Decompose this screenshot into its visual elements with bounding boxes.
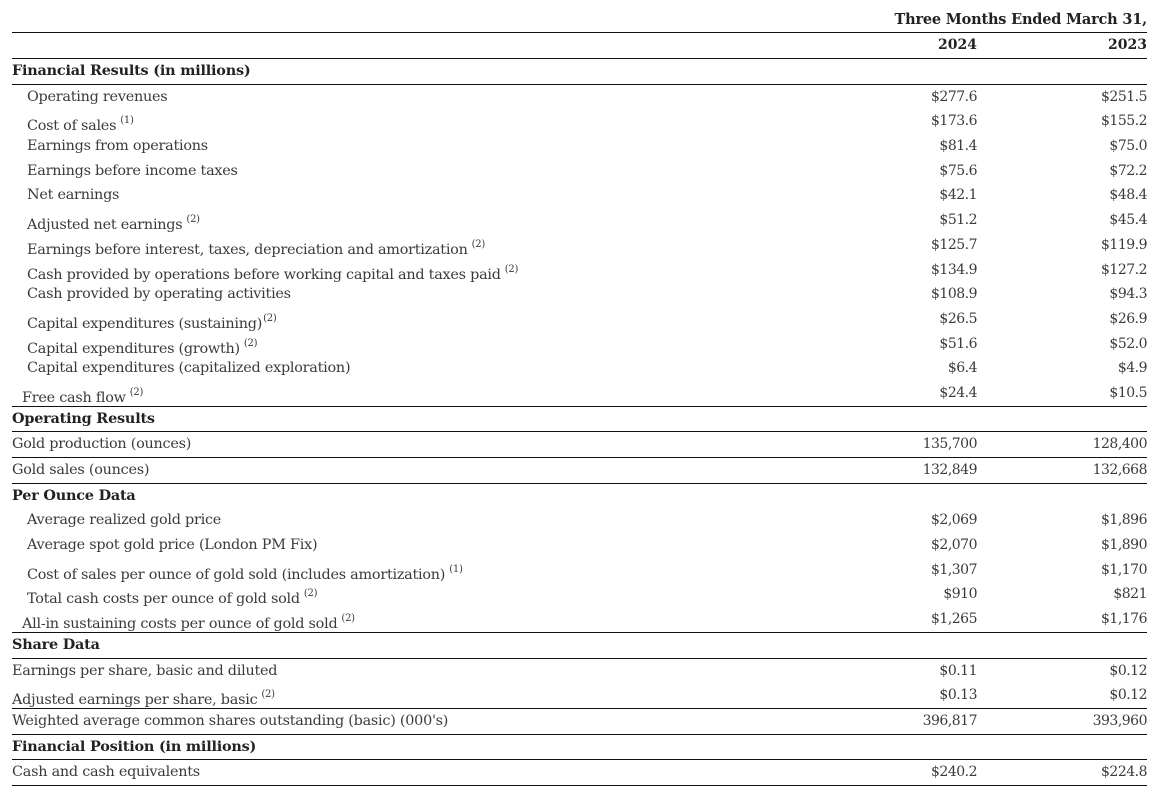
footnote-marker: (2) xyxy=(186,214,200,226)
value-2023: $72.2 xyxy=(1109,162,1147,179)
table-row-capex-exploration xyxy=(12,356,1147,381)
column-header-2024: 2024 xyxy=(938,37,977,53)
section-heading-operating-results xyxy=(12,407,1147,433)
value-2023: $52.0 xyxy=(1109,335,1147,352)
row-label: Cost of sales per ounce of gold sold (includes amortization) $^{(1)}$ xyxy=(27,563,463,583)
footnote-marker: (2) xyxy=(243,337,258,349)
row-label: Gold sales (ounces) xyxy=(12,462,150,478)
value-2024: $51.6 xyxy=(939,335,977,352)
row-label: Cash and cash equivalents xyxy=(12,764,200,781)
table-row-cost-of-sales xyxy=(12,109,1147,134)
section-title: Share Data xyxy=(12,635,100,653)
table-row-gold-sales xyxy=(12,458,1147,484)
row-label: Cost of sales $^{(1)}$ xyxy=(27,115,134,135)
value-2023: 393,960 xyxy=(1092,712,1147,729)
row-label: Adjusted net earnings $^{(2)}$ xyxy=(27,214,200,234)
table-row-adjusted-net-earnings xyxy=(12,208,1147,233)
table-row-capex-sustaining xyxy=(12,307,1147,332)
section-title: Per Ounce Data xyxy=(12,486,136,504)
table-row-adjusted-eps xyxy=(12,683,1147,709)
table-row-all-in-sustaining-costs xyxy=(12,607,1147,633)
value-2023: $75.0 xyxy=(1109,138,1147,155)
section-heading-financial-results xyxy=(12,58,1147,85)
row-label: Cash provided by operating activities xyxy=(27,286,291,303)
table-row-free-cash-flow xyxy=(12,381,1147,407)
value-2023: $10.5 xyxy=(1109,384,1147,401)
footnote-marker: (2) xyxy=(303,588,318,600)
value-2024: $1,307 xyxy=(931,561,977,578)
table-row-gold-production xyxy=(12,432,1147,458)
row-label: Net earnings xyxy=(27,187,120,204)
value-2024: $75.6 xyxy=(939,162,977,179)
value-2023: $1,170 xyxy=(1101,561,1147,578)
value-2023: $251.5 xyxy=(1101,88,1147,105)
value-2024: $6.4 xyxy=(947,360,977,377)
row-label: Adjusted earnings per share, basic $^{(2)}$ xyxy=(12,689,275,709)
row-label: Operating revenues xyxy=(27,88,168,105)
value-2024: $134.9 xyxy=(931,261,977,278)
section-title: Financial Position (in millions) xyxy=(12,737,257,755)
value-2024: $26.5 xyxy=(939,310,977,327)
footnote-marker: (2) xyxy=(263,312,277,324)
section-heading-per-ounce-data xyxy=(12,484,1147,509)
table-row-net-earnings xyxy=(12,183,1147,208)
value-2023: $0.12 xyxy=(1109,687,1147,704)
value-2024: $81.4 xyxy=(939,138,977,155)
value-2023: 128,400 xyxy=(1092,436,1147,453)
footnote-marker: (2) xyxy=(341,613,355,625)
financial-highlights-table xyxy=(12,8,1147,786)
footnote-marker: (1) xyxy=(120,115,134,127)
value-2023: $0.12 xyxy=(1109,662,1147,679)
table-row-total-cash-costs xyxy=(12,582,1147,607)
value-2023: $119.9 xyxy=(1101,236,1147,253)
value-2024: $42.1 xyxy=(939,187,977,204)
row-label: Earnings before income taxes xyxy=(27,162,238,179)
value-2024: 135,700 xyxy=(922,436,977,453)
footnote-marker: (2) xyxy=(504,263,519,275)
table-row-cash-before-working-capital xyxy=(12,258,1147,283)
footnote-marker: (1) xyxy=(449,563,463,575)
section-heading-financial-position xyxy=(12,735,1147,761)
value-2024: $24.4 xyxy=(939,384,977,401)
table-row-avg-spot-gold-price xyxy=(12,533,1147,558)
value-2024: $2,069 xyxy=(931,512,977,529)
section-heading-share-data xyxy=(12,633,1147,659)
value-2024: $125.7 xyxy=(931,236,977,253)
value-2023: $821 xyxy=(1113,586,1147,603)
row-label: Earnings before interest, taxes, depreciation and amortization $^{(2)}$ xyxy=(27,238,486,258)
value-2024: $2,070 xyxy=(931,537,977,554)
section-title: Operating Results xyxy=(12,409,155,427)
row-label: Capital expenditures (sustaining)$^{(2)}$ xyxy=(27,312,277,332)
period-title: Three Months Ended March 31, xyxy=(894,11,1147,28)
table-row-cash-and-equivalents xyxy=(12,760,1147,786)
value-2023: $94.3 xyxy=(1109,286,1147,303)
row-label: Total cash costs per ounce of gold sold $^{(2)}$ xyxy=(27,588,318,608)
footnote-marker: (2) xyxy=(129,386,144,398)
value-2024: $1,265 xyxy=(931,611,977,628)
value-2023: $1,896 xyxy=(1101,512,1147,529)
value-2023: $127.2 xyxy=(1101,261,1147,278)
row-label: Average spot gold price (London PM Fix) xyxy=(27,537,318,554)
footnote-marker: (2) xyxy=(471,238,486,250)
value-2023: $4.9 xyxy=(1117,360,1147,377)
value-2024: $173.6 xyxy=(931,113,977,130)
column-header-2023: 2023 xyxy=(1108,37,1147,53)
row-label: Average realized gold price xyxy=(27,512,222,529)
row-label: Earnings from operations xyxy=(27,138,208,155)
table-header-period xyxy=(12,8,1147,32)
value-2024: $0.13 xyxy=(939,687,977,704)
table-row-capex-growth xyxy=(12,332,1147,357)
value-2023: $224.8 xyxy=(1101,764,1147,781)
table-row-earnings-before-income-taxes xyxy=(12,159,1147,184)
value-2024: 396,817 xyxy=(922,712,977,729)
row-label: Free cash flow $^{(2)}$ xyxy=(22,386,144,406)
value-2023: $155.2 xyxy=(1101,113,1147,130)
value-2023: $1,176 xyxy=(1101,611,1147,628)
table-row-ebitda xyxy=(12,233,1147,258)
table-row-eps-basic-diluted xyxy=(12,659,1147,684)
value-2024: $51.2 xyxy=(939,212,977,229)
table-row-cash-operating-activities xyxy=(12,282,1147,307)
table-row-weighted-avg-shares xyxy=(12,709,1147,735)
row-label: Weighted average common shares outstanding (basic) (000's) xyxy=(12,712,449,729)
value-2024: $240.2 xyxy=(931,764,977,781)
table-header-years xyxy=(12,32,1147,58)
value-2023: $1,890 xyxy=(1101,537,1147,554)
value-2024: $0.11 xyxy=(939,662,977,679)
row-label: Capital expenditures (growth) $^{(2)}$ xyxy=(27,337,258,357)
value-2024: $277.6 xyxy=(931,88,977,105)
row-label: Gold production (ounces) xyxy=(12,436,192,453)
table-row-earnings-from-operations xyxy=(12,134,1147,159)
value-2024: $108.9 xyxy=(931,286,977,303)
row-label: Cash provided by operations before working capital and taxes paid $^{(2)}$ xyxy=(27,263,519,283)
value-2023: $48.4 xyxy=(1109,187,1147,204)
value-2024: $910 xyxy=(943,586,977,603)
row-label: Earnings per share, basic and diluted xyxy=(12,662,278,679)
table-row-avg-realized-gold-price xyxy=(12,508,1147,533)
value-2023: $45.4 xyxy=(1109,212,1147,229)
value-2023: $26.9 xyxy=(1109,310,1147,327)
value-2024: 132,849 xyxy=(922,462,977,478)
row-label: All-in sustaining costs per ounce of gold sold $^{(2)}$ xyxy=(22,613,355,633)
section-title: Financial Results (in millions) xyxy=(12,62,251,79)
table-row-cost-of-sales-per-ounce xyxy=(12,558,1147,583)
value-2023: 132,668 xyxy=(1092,462,1147,478)
footnote-marker: (2) xyxy=(261,689,275,701)
table-row-operating-revenues xyxy=(12,85,1147,110)
row-label: Capital expenditures (capitalized exploration) xyxy=(27,360,351,377)
